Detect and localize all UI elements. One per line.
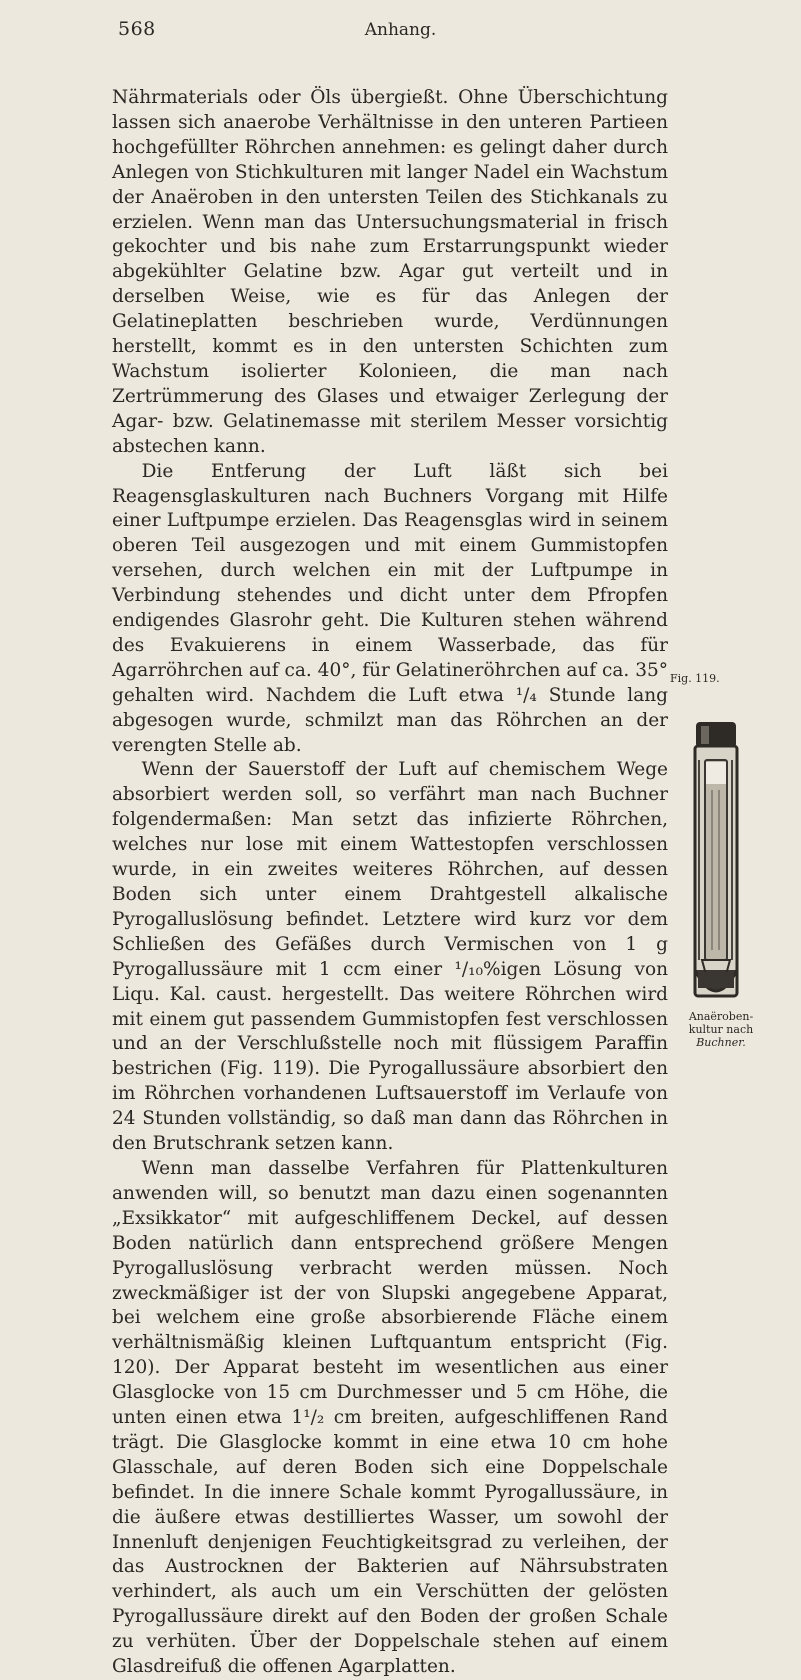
- inner-tube: [705, 760, 727, 960]
- figure-legend: [666, 1010, 776, 1049]
- paragraph-2: Die Entferung der Luft läßt sich bei Reagensglaskulturen nach Buchners Vorgang mit Hilfe einer Luftpumpe erzielen. Das Reagensglas wird in seinem oberen Teil ausgezogen und mit einem Gummistopfen versehen, durch welchen ein mit der Luftpumpe in Verbindung stehendes und dicht unter dem Pfropfen endigendes Glasrohr geht. Die Kulturen stehen während des Evakuierens in einem Wasserbade, das für Agarröhrchen auf ca. 40°, für Gelatineröhrchen auf ca. 35° gehalten wird. Nachdem die Luft etwa ¹/₄ Stunde lang abgesogen wurde, schmilzt man das Röhrchen an der verengten Stelle ab.: [112, 460, 668, 756]
- paragraph-4: Wenn man dasselbe Verfahren für Plattenkulturen anwenden will, so benutzt man dazu einen sogenannten „Exsikkator“ mit aufgeschliffenem Deckel, auf dessen Boden natürlich dann entsprechend größere Mengen Pyrogalluslösung verbracht werden müssen. Noch zweckmäßiger ist der von Slupski angegebene Apparat, bei welchem eine große absorbierende Fläche einem verhältnismäßig kleinen Luftquantum entspricht (Fig. 120). Der Apparat besteht im wesentlichen aus einer Glasglocke von 15 cm Durchmesser und 5 cm Höhe, die unten einen etwa 1¹/₂ cm breiten, aufgeschliffenen Rand trägt. Die Glasglocke kommt in eine etwa 10 cm hohe Glasschale, auf deren Boden sich eine Doppelschale befindet. In die innere Schale kommt Pyrogallussäure, in die äußere etwas destilliertes Wasser, um sowohl der Innenluft denjenigen Feuchtigkeitsgrad zu verleihen, der das Austrocknen der Bakterien auf Nährsubstraten verhindert, als auch um ein Verschütten der gelösten Pyrogallussäure direkt auf den Boden der großen Schale zu verhüten. Über der Doppelschale stehen auf einem Glasdreifuß die offenen Agarplatten.: [112, 1157, 668, 1678]
- body-text: [112, 86, 668, 1680]
- pyrogallol-solution: [698, 972, 734, 988]
- stopper-highlight: [701, 726, 709, 744]
- test-tube-illustration: [688, 720, 744, 1010]
- legend-line: kultur nach: [688, 1023, 754, 1036]
- cotton-plug: [706, 762, 726, 784]
- legend-line: Anaëroben-: [688, 1010, 754, 1023]
- paragraph-1: Nährmaterials oder Öls übergießt. Ohne Überschichtung lassen sich anaerobe Verhältnisse in den unteren Partieen hochgefüllter Röhrchen annehmen: es gelingt daher durch Anlegen von Stichkulturen mit langer Nadel ein Wachstum der Anaëroben in den untersten Teilen des Stichkanals zu erzielen. Wenn man das Untersuchungsmaterial in frisch gekochter und bis nahe zum Erstarrungspunkt wieder abgekühlter Gelatine bzw. Agar gut verteilt und in derselben Weise, wie es für das Anlegen der Gelatineplatten beschrieben wurde, Verdünnungen herstellt, kommt es in den untersten Schichten zum Wachstum isolierter Kolonieen, die man nach Zertrümmerung des Glases und etwaiger Zerlegung der Agar- bzw. Gelatinemasse mit sterilem Messer vorsichtig abstechen kann.: [112, 87, 668, 457]
- paragraph-3: Wenn der Sauerstoff der Luft auf chemischem Wege absorbiert werden soll, so verfährt man nach Buchner folgendermaßen: Man setzt das infizierte Röhrchen, welches nur lose mit einem Wattestopfen verschlossen wurde, in ein zweites weiteres Röhrchen, auf dessen Boden sich unter einem Drahtgestell alkalische Pyrogalluslösung befindet. Letztere wird kurz vor dem Schließen des Gefäßes durch Vermischen von 1 g Pyrogallussäure mit 1 ccm einer ¹/₁₀%igen Lösung von Liqu. Kal. caust. hergestellt. Das weitere Röhrchen wird mit einem gut passendem Gummistopfen fest verschlossen und an der Verschlußstelle noch mit flüssigem Paraffin bestrichen (Fig. 119). Die Pyrogallussäure absorbiert den im Röhrchen vorhandenen Luftsauerstoff im Verlaufe von 24 Stunden vollständig, so daß man dann das Röhrchen in den Brutschrank setzen kann.: [112, 759, 668, 1155]
- figure-anaerobic-tube: [688, 720, 744, 1010]
- running-title: Anhang.: [364, 20, 437, 40]
- figure-number: Fig. 119.: [670, 672, 720, 685]
- page-number: 568: [118, 18, 156, 40]
- legend-author: Buchner.: [696, 1036, 746, 1049]
